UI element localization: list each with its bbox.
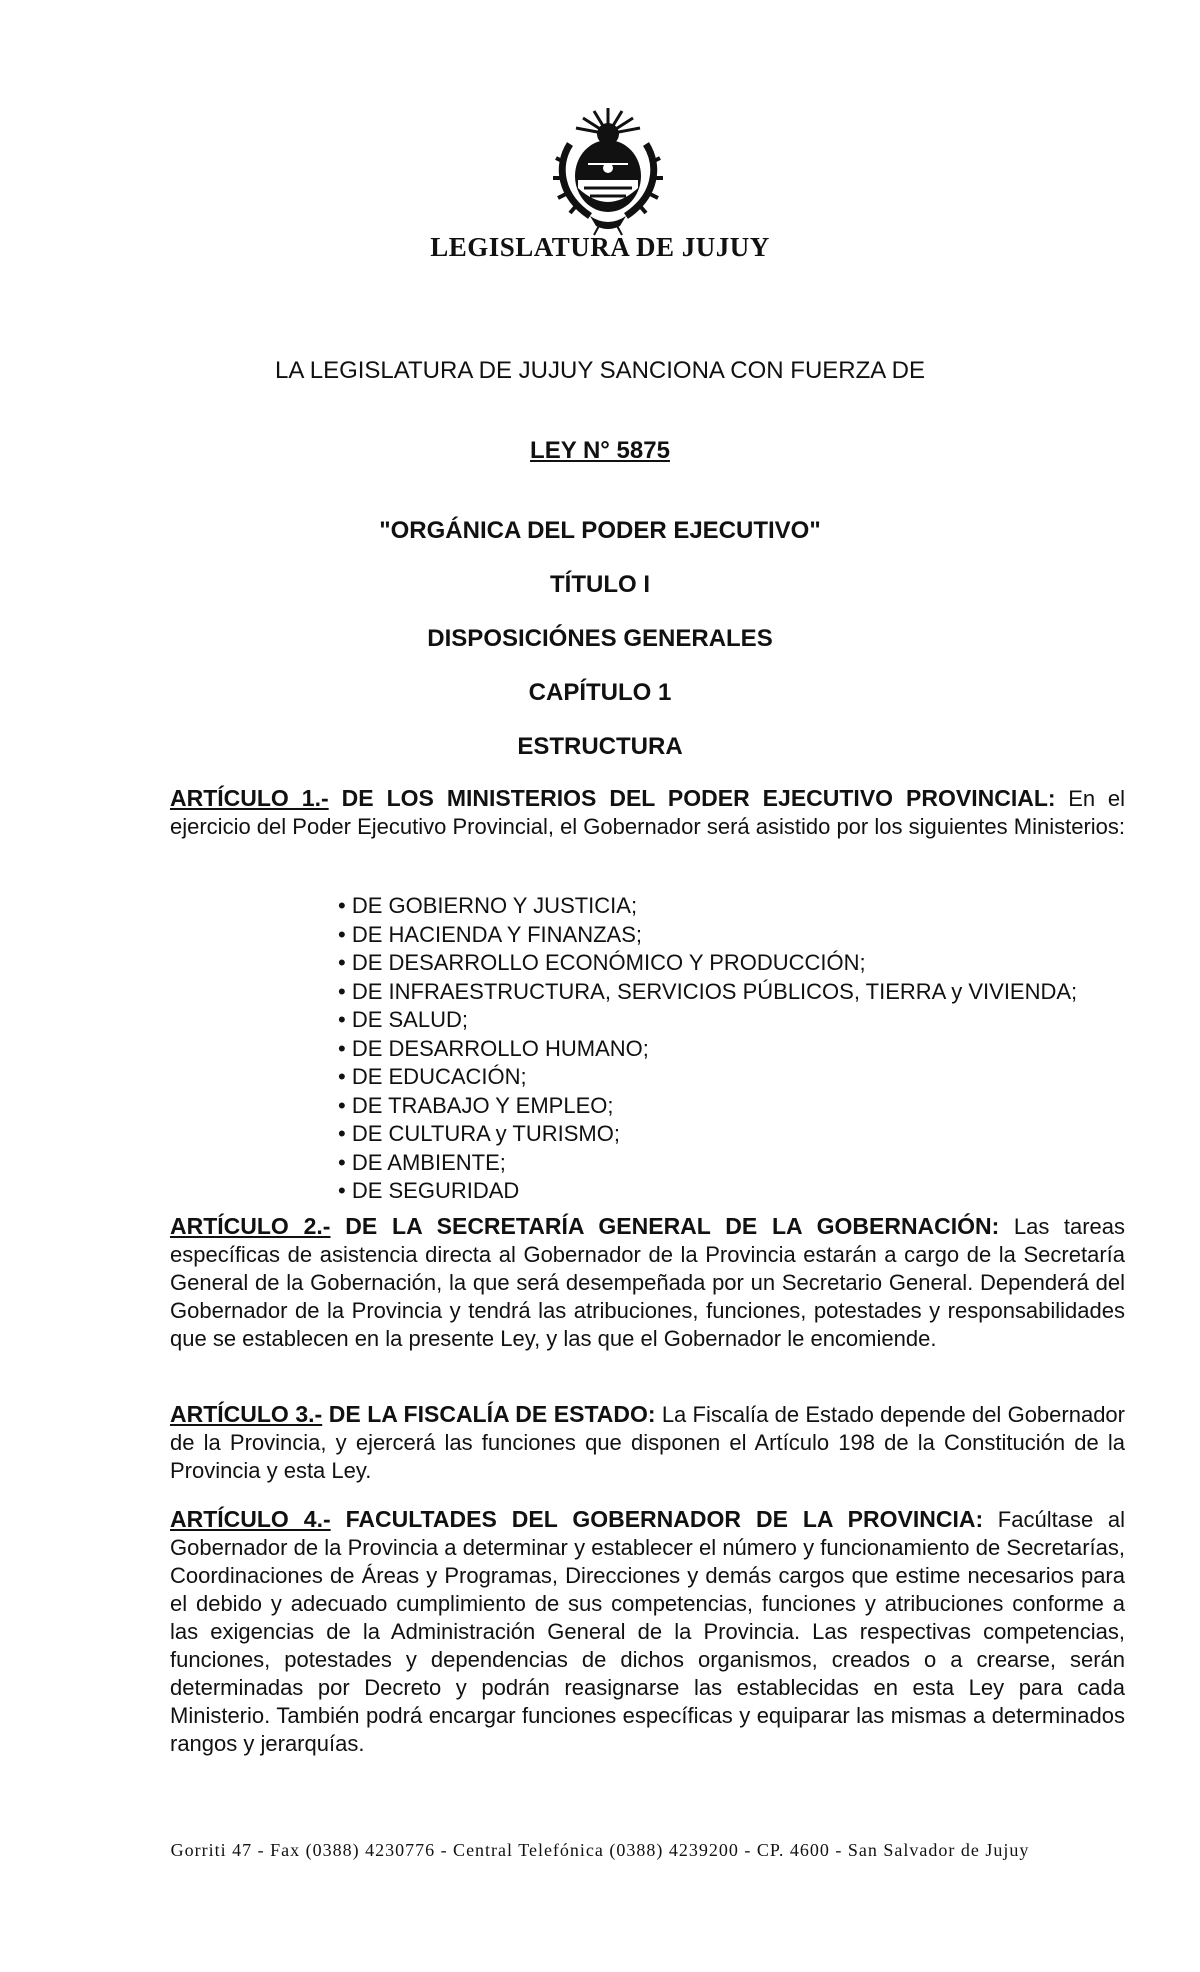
article-number: ARTÍCULO 2.- xyxy=(170,1213,331,1239)
list-item: • DE EDUCACIÓN; xyxy=(338,1063,1077,1092)
article-heading: DE LA SECRETARÍA GENERAL DE LA GOBERNACIÓN: xyxy=(330,1213,1000,1239)
article-number: ARTÍCULO 3.- xyxy=(170,1401,323,1427)
list-item: • DE DESARROLLO ECONÓMICO Y PRODUCCIÓN; xyxy=(338,949,1077,978)
institution-title: LEGISLATURA DE JUJUY xyxy=(430,232,770,262)
article-1 xyxy=(170,784,1125,841)
article-number: ARTÍCULO 1.- xyxy=(170,785,329,811)
footer-address: Gorriti 47 - Fax (0388) 4230776 - Central Telefónica (0388) 4239200 - CP. 4600 - San Salvador de Jujuy xyxy=(170,1840,1030,1860)
article-text: La Fiscalía de Estado depende del Gobernador de la Provincia, y ejercerá las funciones que disponen el Artículo 198 de la Constitución de la Provincia y esta Ley. xyxy=(170,1402,1125,1483)
title-subheading: DISPOSICIÓNES GENERALES xyxy=(427,625,773,652)
list-item: • DE INFRAESTRUCTURA, SERVICIOS PÚBLICOS, TIERRA y VIVIENDA; xyxy=(338,978,1077,1007)
list-item: • DE HACIENDA Y FINANZAS; xyxy=(338,921,1077,950)
article-text: En el ejercicio del Poder Ejecutivo Provincial, el Gobernador será asistido por los siguientes Ministerios: xyxy=(170,786,1126,839)
article-number: ARTÍCULO 4.- xyxy=(170,1506,331,1532)
ministries-list xyxy=(338,892,1077,1206)
law-name: "ORGÁNICA DEL PODER EJECUTIVO" xyxy=(379,517,821,544)
list-item: • DE TRABAJO Y EMPLEO; xyxy=(338,1092,1077,1121)
article-heading: FACULTADES DEL GOBERNADOR DE LA PROVINCIA: xyxy=(330,1506,984,1532)
list-item: • DE GOBIERNO Y JUSTICIA; xyxy=(338,892,1077,921)
article-heading: DE LOS MINISTERIOS DEL PODER EJECUTIVO PROVINCIAL: xyxy=(328,785,1056,811)
title-heading: TÍTULO I xyxy=(550,571,650,598)
list-item: • DE SALUD; xyxy=(338,1006,1077,1035)
article-2 xyxy=(170,1212,1125,1353)
coat-of-arms-icon xyxy=(550,104,666,236)
sanction-line: LA LEGISLATURA DE JUJUY SANCIONA CON FUERZA DE xyxy=(275,357,925,384)
article-text: Las tareas específicas de asistencia directa al Gobernador de la Provincia estarán a cargo de la Secretaría General de la Gobernación, la que será desempeñada por un Secretario General. Dependerá del Gobernador de la Provincia y tendrá las atribuciones, funciones, potestades y responsabilidades que se establecen en la presente Ley, y las que el Gobernador le encomiende. xyxy=(170,1214,1125,1351)
article-text: Facúltase al Gobernador de la Provincia a determinar y establecer el número y funcionamiento de Secretarías, Coordinaciones de Áreas y Programas, Direcciones y demás cargos que estime necesarios para el debido y adecuado cumplimiento de sus competencias, funciones y atribuciones conforme a las exigencias de la Administración General de la Provincia. Las respectivas competencias, funciones, potestades y dependencias de dichos organismos, creados o a crearse, serán determinadas por Decreto y podrán reasignarse las establecidas en esta Ley para cada Ministerio. También podrá encargar funciones específicas y equiparar las mismas a determinados rangos y jerarquías. xyxy=(170,1507,1125,1756)
law-number-text: LEY N° 5875 xyxy=(530,437,670,464)
chapter-subheading: ESTRUCTURA xyxy=(517,733,683,760)
chapter-heading: CAPÍTULO 1 xyxy=(528,679,672,706)
article-4 xyxy=(170,1505,1125,1758)
list-item: • DE CULTURA y TURISMO; xyxy=(338,1120,1077,1149)
law-number xyxy=(0,437,1200,465)
list-item: • DE DESARROLLO HUMANO; xyxy=(338,1035,1077,1064)
article-heading: DE LA FISCALÍA DE ESTADO: xyxy=(322,1401,656,1427)
list-item: • DE SEGURIDAD xyxy=(338,1177,1077,1206)
list-item: • DE AMBIENTE; xyxy=(338,1149,1077,1178)
article-3 xyxy=(170,1400,1125,1485)
